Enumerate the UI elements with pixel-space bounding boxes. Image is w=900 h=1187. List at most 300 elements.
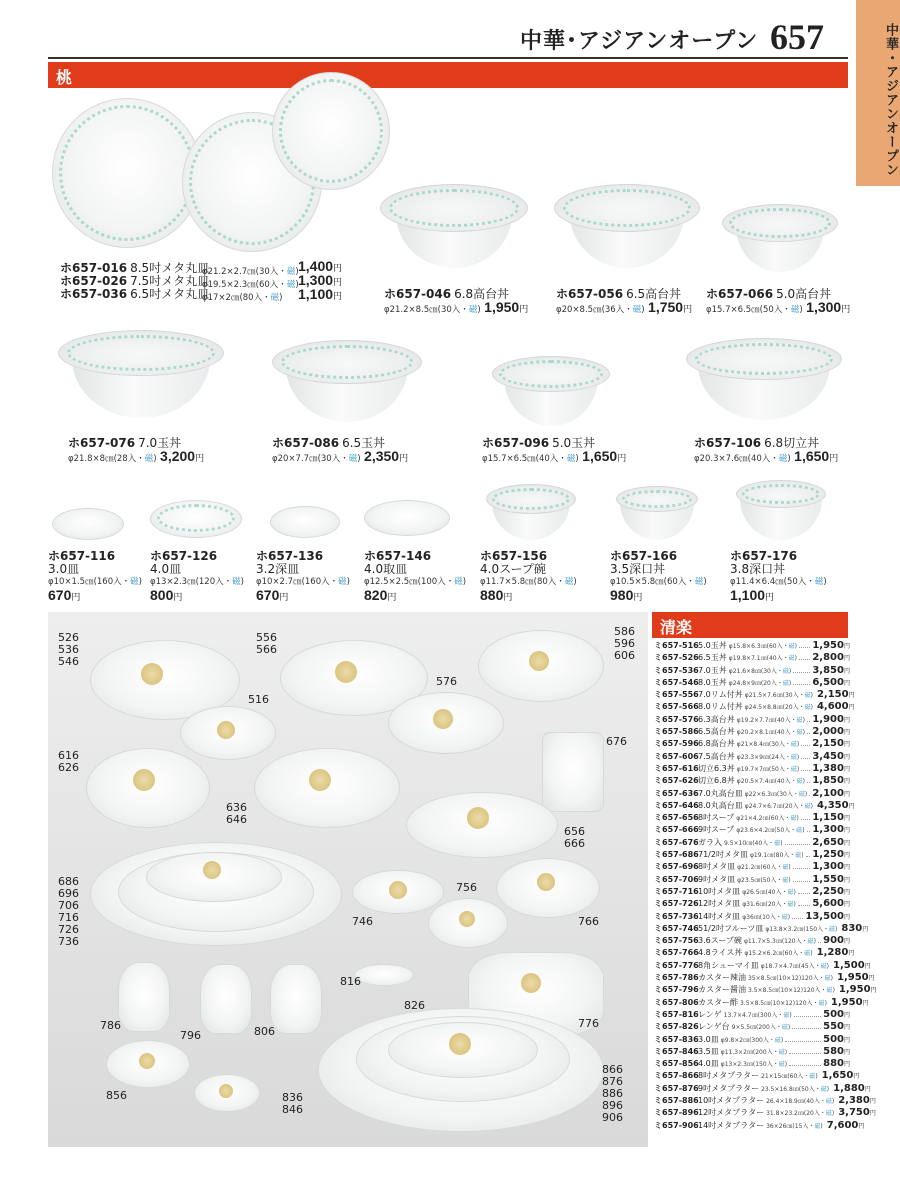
- item-spec: φ21.6×8㎝(30入・磁): [728, 667, 792, 675]
- item-price: 3,450: [812, 750, 844, 762]
- bowl-image: [254, 748, 400, 828]
- bowl-image-086: [272, 340, 422, 428]
- bowl-image: [478, 630, 604, 702]
- product-item: ホ657-136 3.2深皿 φ10×2.7㎝(160入・磁) 670円: [256, 549, 350, 603]
- item-name: 9吋スープ: [698, 825, 735, 835]
- item-name: 8.0玉丼: [698, 677, 727, 687]
- item-code: ミ657-816: [654, 1009, 699, 1019]
- item-spec: φ36㎝(10入・磁): [742, 913, 791, 921]
- item-price: 4,600: [816, 701, 849, 713]
- seiraku-price-list: [654, 640, 877, 1132]
- item-code: ミ657-906: [654, 1120, 699, 1130]
- item-price: 1,150: [812, 812, 844, 824]
- yen-unit: 円: [843, 655, 850, 663]
- item-spec: 31.8×23.2㎝(20入・磁): [766, 1110, 835, 1118]
- plate-image-146: [364, 500, 450, 536]
- item-price: 7,600: [826, 1119, 859, 1131]
- leader-dots: [793, 863, 811, 869]
- product-spec: φ19.5×2.3㎝(60入・磁): [202, 280, 299, 290]
- item-code: ミ657-656: [654, 813, 699, 823]
- leader-dots: [789, 1060, 821, 1066]
- price-list-row: [654, 640, 850, 652]
- price-list-row: [654, 837, 850, 849]
- leader-dots: [807, 777, 810, 783]
- item-code: ミ657-586: [654, 727, 699, 737]
- item-spec: 13.7×4.7㎝(300入・磁): [723, 1011, 792, 1019]
- item-name: 10吋メタプラター: [698, 1095, 765, 1105]
- item-spec: 21×15㎝(60入・磁): [761, 1073, 818, 1081]
- rice-bowl-image: [496, 858, 600, 918]
- item-spec: φ19.7×7㎝(50入・磁): [736, 765, 800, 773]
- product-spec: φ17×2㎝(80入・磁): [202, 293, 283, 303]
- cruet-soy-sauce-image: [200, 964, 252, 1034]
- product-item: ホ657-176 3.8深口丼 φ11.4×6.4㎝(50入・磁) 1,100円: [730, 549, 827, 603]
- item-spec: 3.5×8.5㎝(10×12)120入・磁): [748, 987, 835, 995]
- item-number-label: 786: [100, 1019, 121, 1032]
- item-spec: φ21×8.4㎝(30入・磁): [736, 741, 800, 749]
- item-code: ミ657-596: [654, 739, 699, 749]
- item-name: 8吋メタプラター: [698, 1071, 760, 1081]
- item-spec: φ18.7×4.7㎝(45入・磁): [760, 962, 830, 970]
- item-name: カスター酢: [698, 997, 738, 1007]
- cruet-chili-oil-image: [118, 962, 170, 1032]
- cup-image: [542, 732, 604, 812]
- item-name: 3.6スープ碗: [698, 936, 742, 946]
- item-name: 51/2吋フルーツ皿: [698, 923, 764, 933]
- price-list-row: [654, 751, 850, 763]
- leader-dots: [807, 826, 811, 832]
- item-price: 1,950: [837, 972, 869, 984]
- item-price: 1,250: [812, 849, 844, 861]
- product-spec: φ21.2×2.7㎝(30入・磁): [202, 267, 299, 277]
- small-plate-image: [106, 1040, 190, 1088]
- item-name: 6.8高台丼: [698, 739, 735, 749]
- item-price: 1,550: [812, 873, 844, 885]
- price-list-row: [654, 1119, 865, 1132]
- section-bar-momo: [48, 62, 848, 88]
- item-code: ミ657-536: [654, 665, 699, 675]
- product-item: ホ657-126 4.0皿 φ13×2.3㎝(120入・磁) 800円: [150, 549, 244, 603]
- price-list-row: [654, 1094, 876, 1107]
- item-name: 7.0玉丼: [698, 665, 727, 675]
- item-name: 3.5皿: [698, 1046, 719, 1056]
- yen-unit: 円: [843, 741, 850, 749]
- item-price: 830: [841, 922, 863, 934]
- item-name: 8吋スープ: [698, 813, 735, 823]
- price-list-row: [654, 1034, 850, 1046]
- bowl-image: [180, 706, 276, 760]
- item-price: 2,800: [812, 652, 844, 664]
- product-item: ホ657-036 6.5吋メタ丸皿: [60, 287, 210, 301]
- price-list-row: [654, 738, 850, 750]
- item-price: 500: [823, 1033, 844, 1045]
- item-number-label: 816: [340, 975, 361, 988]
- item-code: ミ657-846: [654, 1046, 699, 1056]
- item-price: 1,900: [812, 713, 844, 725]
- price-list-row: [654, 714, 850, 726]
- item-code: ミ657-636: [654, 788, 699, 798]
- item-spec: 36×26㎝(15入・磁): [766, 1122, 823, 1130]
- leader-dots: [789, 1048, 821, 1054]
- price-list-row: [654, 799, 855, 812]
- plate-image-136: [270, 506, 340, 538]
- item-code: ミ657-576: [654, 714, 699, 724]
- item-name: カスター醤油: [698, 985, 746, 995]
- item-spec: φ20.5×7.4㎝(40入・磁): [736, 778, 805, 786]
- item-spec: φ31.6㎝(20入・磁): [742, 901, 796, 909]
- item-code: ミ657-716: [654, 886, 699, 896]
- item-price: 580: [823, 1045, 844, 1057]
- price-list-row: [654, 1082, 871, 1095]
- yen-unit: 円: [843, 778, 850, 786]
- yen-unit: 円: [843, 716, 850, 724]
- item-name: 切立6.3丼: [698, 763, 735, 773]
- price-list-row: [654, 652, 850, 664]
- product-item: ホ657-056 6.5高台丼 φ20×8.5㎝(36入・磁) 1,750円: [556, 287, 693, 315]
- leader-dots: [792, 1023, 821, 1029]
- item-name: 8.0リム付丼: [698, 702, 743, 712]
- side-category-tab[interactable]: 中華・アジアンオープン: [856, 0, 900, 186]
- yen-unit: 円: [869, 1097, 876, 1105]
- item-spec: φ13.8×3.2㎝(150入・磁): [765, 925, 838, 933]
- item-code: ミ657-526: [654, 653, 699, 663]
- plate-image: [146, 852, 282, 902]
- bowl-image-046: [380, 184, 528, 274]
- item-name: 3.0皿: [698, 1034, 719, 1044]
- renge-image: [354, 964, 414, 986]
- item-spec: φ20.2×8.1㎝(40入・磁): [736, 729, 805, 737]
- header-rule: [48, 57, 848, 59]
- item-code: ミ657-616: [654, 763, 699, 773]
- price-list-row: [654, 726, 850, 738]
- price-list-row: [654, 959, 871, 972]
- price-list-row: [654, 972, 875, 984]
- item-name: 7.5高台丼: [698, 751, 735, 761]
- item-number-label: 616 626: [58, 749, 79, 774]
- item-number-label: 776: [578, 1017, 599, 1030]
- yen-unit: 円: [843, 901, 850, 909]
- item-name: 71/2吋メタ皿: [698, 850, 748, 860]
- item-price: 6,500: [812, 676, 844, 688]
- item-spec: φ21.5×7.6㎝(30入・磁): [744, 692, 813, 700]
- product-price: 1,100円: [298, 286, 343, 302]
- item-code: ミ657-806: [654, 997, 699, 1007]
- item-spec: φ19.8×7.1㎝(40入・磁): [728, 655, 797, 663]
- product-item: ホ657-146 4.0取皿 φ12.5×2.5㎝(100入・磁) 820円: [364, 549, 467, 603]
- item-price: 2,000: [812, 726, 844, 738]
- item-number-label: 746: [352, 915, 373, 928]
- item-spec: 23.5×16.8㎝(50入・磁): [761, 1085, 830, 1093]
- item-number-label: 806: [254, 1025, 275, 1038]
- item-code: ミ657-676: [654, 837, 699, 847]
- item-name: 切立6.8丼: [698, 776, 735, 786]
- cruet-vinegar-image: [270, 964, 322, 1034]
- item-price: 1,300: [812, 824, 844, 836]
- yen-unit: 円: [843, 852, 850, 860]
- price-list-row: [654, 701, 855, 713]
- price-list-row: [654, 898, 850, 910]
- item-name: 7.0リム付丼: [698, 690, 743, 700]
- leader-dots: [807, 728, 810, 734]
- item-spec: φ23.6×4.2㎝(50入・磁): [736, 827, 805, 835]
- item-price: 900: [823, 935, 844, 947]
- item-code: ミ657-776: [654, 960, 699, 970]
- item-code: ミ657-856: [654, 1059, 699, 1069]
- item-price: 3,750: [838, 1107, 870, 1119]
- item-price: 13,500: [805, 910, 844, 922]
- item-price: 1,950: [838, 984, 871, 996]
- price-list-row: [654, 665, 850, 677]
- yen-unit: 円: [858, 1122, 865, 1130]
- item-code: ミ657-736: [654, 911, 699, 921]
- item-name: ガラ入: [698, 837, 722, 847]
- item-code: ミ657-796: [654, 985, 699, 995]
- item-code: ミ657-706: [654, 874, 699, 884]
- leader-dots: [807, 716, 810, 722]
- item-price: 2,650: [812, 836, 844, 848]
- bowl-image-176: [736, 480, 826, 542]
- item-code: ミ657-766: [654, 948, 699, 958]
- item-price: 1,950: [830, 996, 863, 1008]
- seiraku-product-photo: [48, 612, 648, 1147]
- item-spec: φ15.8×6.3㎝(60入・磁): [728, 643, 797, 650]
- plate-image-016: [52, 98, 202, 248]
- product-item: ホ657-026 7.5吋メタ丸皿: [60, 274, 210, 288]
- item-name: 6.5高台丼: [698, 727, 735, 737]
- yen-unit: 円: [870, 987, 877, 995]
- product-item: ホ657-096 5.0玉丼 φ15.7×6.5㎝(40入・磁) 1,650円: [482, 436, 627, 464]
- section-title-momo: 桃: [56, 68, 73, 87]
- item-spec: φ23.3×9㎝(24入・磁): [736, 753, 800, 761]
- yen-unit: 円: [843, 888, 850, 896]
- yen-unit: 円: [843, 753, 850, 761]
- item-code: ミ657-646: [654, 800, 699, 810]
- bowl-image-076: [58, 330, 224, 422]
- item-name: 9吋メタ皿: [698, 874, 736, 884]
- item-price: 2,150: [816, 689, 849, 701]
- item-name: 14吋メタ皿: [698, 911, 741, 921]
- leader-dots: [793, 679, 810, 685]
- price-list-row: [654, 677, 850, 689]
- item-code: ミ657-836: [654, 1034, 699, 1044]
- item-number-label: 836 846: [282, 1091, 303, 1116]
- item-price: 1,300: [812, 861, 844, 873]
- item-name: 8角シューマイ皿: [698, 960, 759, 970]
- item-code: ミ657-726: [654, 899, 699, 909]
- item-price: 1,850: [812, 775, 844, 787]
- item-price: 550: [823, 1021, 844, 1033]
- yen-unit: 円: [869, 1110, 876, 1118]
- item-code: ミ657-546: [654, 677, 699, 687]
- item-name: 6.5玉丼: [698, 653, 727, 663]
- page-number: 657: [770, 17, 824, 57]
- price-list-row: [654, 886, 850, 898]
- item-code: ミ657-746: [654, 923, 699, 933]
- item-spec: φ13×2.3㎝(150入・磁): [720, 1061, 788, 1069]
- yen-unit: 円: [862, 999, 869, 1007]
- product-price: 1,400円: [298, 258, 343, 274]
- leader-dots: [799, 654, 810, 660]
- yen-unit: 円: [843, 679, 850, 687]
- yen-unit: 円: [868, 975, 875, 983]
- item-name: 5.0玉丼: [698, 641, 727, 650]
- item-spec: 9.5×10㎝(40入・磁): [724, 839, 783, 847]
- item-number-label: 556 566: [256, 631, 277, 656]
- price-list-row: [654, 812, 850, 824]
- price-list-row: [654, 984, 877, 996]
- item-name: 8吋メタ皿: [698, 862, 736, 872]
- item-number-label: 756: [456, 881, 477, 894]
- bowl-image: [86, 748, 210, 828]
- item-number-label: 516: [248, 693, 269, 706]
- yen-unit: 円: [864, 962, 871, 970]
- yen-unit: 円: [848, 704, 855, 712]
- item-number-label: 826: [404, 999, 425, 1012]
- item-code: ミ657-896: [654, 1108, 699, 1118]
- platter-image: [388, 1022, 538, 1078]
- item-spec: φ24.8×9㎝(20入・磁): [728, 679, 792, 687]
- yen-unit: 円: [843, 729, 850, 737]
- item-price: 1,950: [812, 640, 844, 651]
- product-item: ホ657-116 3.0皿 φ10×1.5㎝(160入・磁) 670円: [48, 549, 142, 603]
- product-item: ホ657-086 6.5玉丼 φ20×7.7㎝(30入・磁) 2,350円: [272, 436, 409, 464]
- plate-image-126: [150, 500, 242, 538]
- item-spec: φ21.2㎝(60入・磁): [737, 864, 791, 872]
- price-list-row: [654, 1070, 860, 1082]
- yen-unit: 円: [843, 1061, 850, 1069]
- item-code: ミ657-556: [654, 690, 699, 700]
- item-number-label: 676: [606, 735, 627, 748]
- bowl-image-156: [486, 484, 576, 542]
- price-list-row: [654, 911, 850, 923]
- item-spec: φ24.7×6.7㎝(20入・磁): [744, 802, 813, 810]
- yen-unit: 円: [848, 802, 855, 810]
- item-spec: 26.4×18.9㎝(40入・磁): [766, 1097, 835, 1105]
- bowl-image-106: [686, 338, 842, 424]
- item-spec: φ15.2×6.2㎝(60入・磁): [744, 950, 813, 958]
- item-name: レンゲ: [698, 1009, 722, 1019]
- leader-dots: [798, 888, 811, 894]
- item-price: 1,280: [816, 947, 849, 959]
- item-name: 9吋メタプラター: [698, 1083, 760, 1093]
- price-list-row: [654, 996, 869, 1009]
- price-list-row: [654, 922, 869, 935]
- price-list-row: [654, 874, 850, 886]
- item-number-label: 656 666: [564, 825, 585, 850]
- item-price: 500: [823, 1008, 844, 1020]
- bowl-image-056: [554, 184, 700, 274]
- soup-bowl-image: [428, 898, 508, 948]
- item-price: 3,850: [812, 664, 844, 676]
- item-name: 12吋メタ皿: [698, 899, 741, 909]
- item-spec: 35×8.5㎝(10×12)120入・磁): [748, 975, 833, 983]
- price-list-row: [654, 947, 855, 959]
- fruit-plate-image: [352, 870, 444, 914]
- yen-unit: 円: [864, 1085, 871, 1093]
- item-name: 12吋メタプラター: [698, 1108, 765, 1118]
- item-name: 14吋メタプラター: [698, 1120, 765, 1130]
- item-spec: φ19.1㎝(80入・磁): [749, 852, 804, 860]
- yen-unit: 円: [848, 692, 855, 700]
- item-code: ミ657-756: [654, 936, 699, 946]
- leader-dots: [809, 790, 810, 796]
- item-spec: φ24.5×8.8㎝(20入・磁): [744, 704, 813, 712]
- price-list-row: [654, 1021, 850, 1033]
- item-number-label: 586 596 606: [614, 625, 635, 662]
- product-item: ホ657-066 5.0高台丼 φ15.7×6.5㎝(50入・磁) 1,300円: [706, 287, 851, 315]
- item-code: ミ657-826: [654, 1022, 699, 1032]
- item-spec: φ26.5㎝(40入・磁): [742, 888, 796, 896]
- item-number-label: 866 876 886 896 906: [602, 1063, 623, 1124]
- yen-unit: 円: [843, 1048, 850, 1056]
- item-price: 2,150: [812, 738, 844, 750]
- plate-image-036: [272, 72, 390, 190]
- item-name: 4.0皿: [698, 1059, 719, 1069]
- bowl-image-166: [616, 486, 698, 542]
- yen-unit: 円: [843, 815, 850, 823]
- price-list-row: [654, 1046, 850, 1058]
- yen-unit: 円: [848, 950, 855, 958]
- bowl-image-066: [722, 204, 838, 276]
- yen-unit: 円: [843, 827, 850, 835]
- leader-dots: [801, 740, 810, 746]
- product-item: ホ657-076 7.0玉丼 φ21.8×8㎝(28入・磁) 3,200円: [68, 436, 205, 464]
- item-code: ミ657-696: [654, 862, 699, 872]
- yen-unit: 円: [843, 913, 850, 921]
- price-list-row: [654, 775, 850, 787]
- yen-unit: 円: [843, 667, 850, 675]
- leader-dots: [818, 937, 821, 943]
- leader-dots: [801, 765, 810, 771]
- small-plate-image: [194, 1074, 260, 1112]
- yen-unit: 円: [843, 1024, 850, 1032]
- yen-unit: 円: [862, 925, 869, 933]
- item-price: 2,250: [812, 885, 844, 897]
- item-spec: φ22×6.3㎝(30入・磁): [744, 790, 808, 798]
- yen-unit: 円: [843, 765, 850, 773]
- leader-dots: [793, 876, 811, 882]
- leader-dots: [798, 900, 811, 906]
- item-spec: φ23.5㎝(50入・磁): [737, 876, 791, 884]
- price-list-row: [654, 824, 850, 836]
- leader-dots: [785, 1036, 821, 1042]
- bowl-image-096: [492, 356, 610, 430]
- plate-image-116: [52, 508, 124, 540]
- item-code: ミ657-626: [654, 776, 699, 786]
- item-number-label: 576: [436, 675, 457, 688]
- price-list-row: [654, 861, 850, 873]
- leader-dots: [801, 753, 810, 759]
- item-number-label: 636 646: [226, 801, 247, 826]
- leader-dots: [801, 814, 811, 820]
- product-item: ホ657-166 3.5深口丼 φ10.5×5.8㎝(60入・磁) 980円: [610, 549, 707, 603]
- price-list-row: [654, 763, 850, 775]
- item-code: ミ657-566: [654, 702, 699, 712]
- item-number-label: 526 536 546: [58, 631, 79, 668]
- item-spec: φ11.7×5.3㎝(120入・磁): [743, 938, 816, 946]
- price-list-row: [654, 788, 850, 800]
- item-price: 2,380: [838, 1094, 870, 1106]
- item-code: ミ657-786: [654, 973, 699, 983]
- price-list-row: [654, 849, 850, 861]
- yen-unit: 円: [843, 839, 850, 847]
- item-code: ミ657-516: [654, 641, 699, 650]
- item-price: 1,650: [821, 1070, 854, 1082]
- soup-plate-image: [406, 792, 558, 858]
- section-bar-seiraku: [652, 612, 848, 638]
- bowl-image: [388, 692, 504, 754]
- item-price: 5,600: [812, 898, 844, 910]
